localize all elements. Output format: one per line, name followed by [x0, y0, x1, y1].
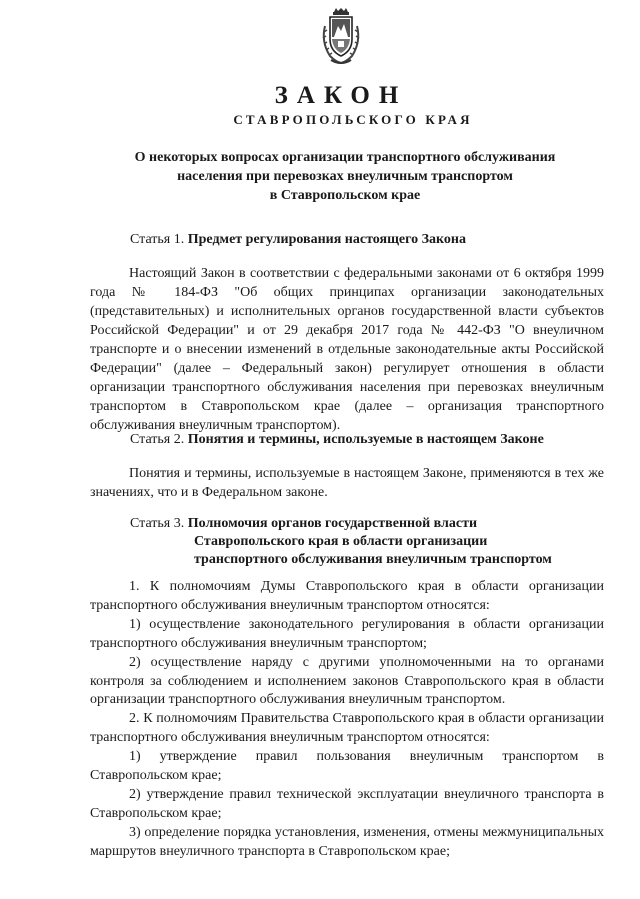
- article-number: Статья 1.: [130, 232, 185, 247]
- article-3-paragraph: 1) утверждение правил пользования внеуличным транспортом в Ставропольском крае;: [90, 749, 604, 783]
- article-3-heading: [130, 515, 552, 569]
- article-title: Понятия и термины, используемые в настоящем Законе: [187, 432, 544, 447]
- article-3-paragraph: 2) утверждение правил технической эксплуатации внеуличного транспорта в Ставропольском крае;: [90, 787, 604, 821]
- article-2-paragraph: Понятия и термины, используемые в настоящем Законе, применяются в тех же значениях, что и в Федеральном законе.: [90, 466, 604, 500]
- article-3-paragraph: 2. К полномочиям Правительства Ставропольского края в области организации транспортного обслуживания внеуличным транспортом относятся:: [90, 711, 604, 745]
- article-number: Статья 3.: [130, 516, 185, 531]
- coat-of-arms-icon: [318, 8, 364, 66]
- article-3-paragraph: 1. К полномочиям Думы Ставропольского края в области организации транспортного обслуживания внеуличным транспортом относятся:: [90, 579, 604, 613]
- article-1-heading: [130, 231, 466, 249]
- article-1-paragraph: Настоящий Закон в соответствии с федеральными законами от 6 октября 1999 года № 184-ФЗ "Об общих принципах организации законодательных (представительных) и исполнительных органов государственной власти субъектов Российской Федерации" и от 29 декабря 2017 года № 442-ФЗ "О внеуличном транспорте и о внесении изменений в отдельные законодательные акты Российской Федерации" (далее – Федеральный закон) регулирует отношения в области организации транспортного обслуживания населения при перевозках внеуличным транспортом в Ставропольском крае (далее – организация транспортного обслуживания внеуличным транспортом).: [90, 266, 604, 433]
- article-3-paragraph: 1) осуществление законодательного регулирования в области организации транспортного обслуживания внеуличным транспортом;: [90, 617, 604, 651]
- article-title-line: транспортного обслуживания внеуличным транспортом: [194, 552, 552, 567]
- law-name: [100, 148, 590, 205]
- document-title: ЗАКОН: [274, 82, 408, 109]
- article-3-paragraph: 3) определение порядка установления, изменения, отмены межмуниципальных маршрутов внеуличного транспорта в Ставропольском крае;: [90, 825, 604, 859]
- article-title-line: Полномочия органов государственной власти: [187, 516, 478, 531]
- law-name-line: в Ставропольском крае: [269, 188, 421, 203]
- article-2-heading: [130, 431, 544, 449]
- article-title-line: Ставропольского края в области организации: [194, 534, 488, 549]
- law-name-line: населения при перевозках внеуличным транспортом: [177, 169, 513, 184]
- article-number: Статья 2.: [130, 432, 185, 447]
- article-title: Предмет регулирования настоящего Закона: [187, 232, 466, 247]
- law-name-line: О некоторых вопросах организации транспортного обслуживания: [134, 150, 556, 165]
- article-3-paragraph: 2) осуществление наряду с другими уполномоченными на то органами контроля за соблюдением и исполнением законов Ставропольского края в области организации транспортного обслуживания внеуличным транспортом.: [90, 655, 604, 707]
- document-subtitle: СТАВРОПОЛЬСКОГО КРАЯ: [233, 112, 473, 127]
